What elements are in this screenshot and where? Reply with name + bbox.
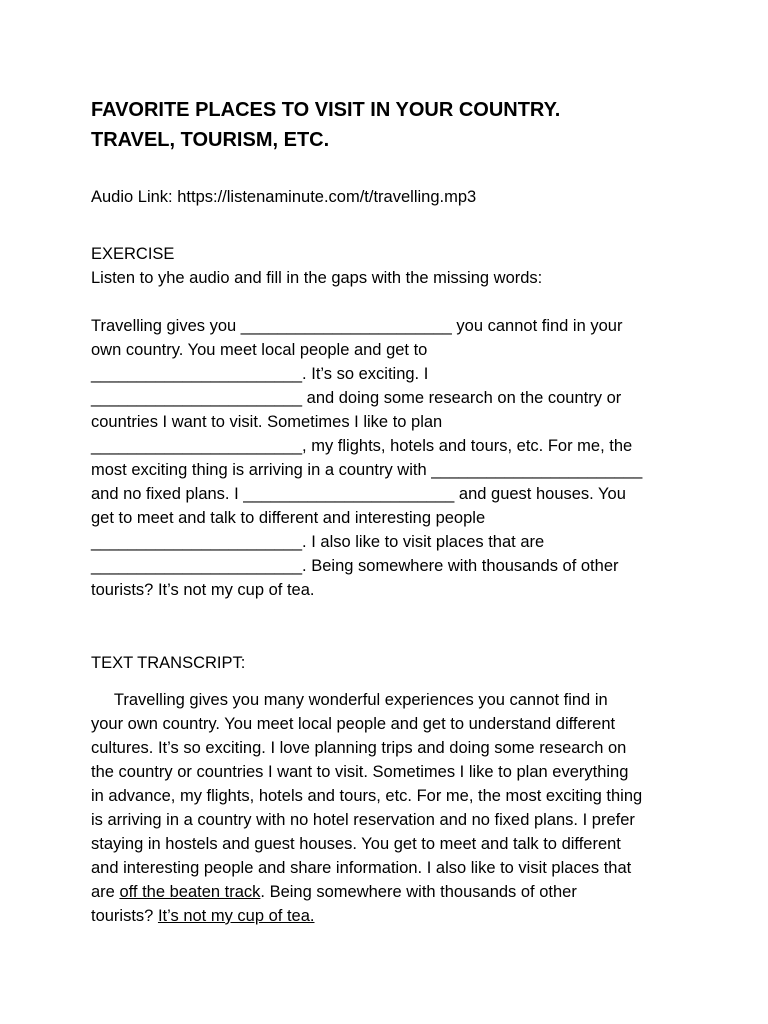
exercise-line: _______________________, my flights, hotels and tours, etc. For me, the bbox=[91, 437, 633, 455]
transcript-line: cultures. It’s so exciting. I love planning trips and doing some research on bbox=[91, 739, 627, 757]
transcript-line: in advance, my flights, hotels and tours, etc. For me, the most exciting thing bbox=[91, 787, 643, 805]
transcript-text-segment: . Being somewhere with thousands of other bbox=[260, 883, 577, 901]
exercise-line: most exciting thing is arriving in a country with _______________________ bbox=[91, 461, 643, 479]
transcript-line: staying in hostels and guest houses. You get to meet and talk to different bbox=[91, 835, 621, 853]
title-line-2: TRAVEL, TOURISM, ETC. bbox=[91, 129, 330, 151]
transcript-line: and interesting people and share information. I also like to visit places that bbox=[91, 859, 632, 877]
exercise-line: and no fixed plans. I _______________________ and guest houses. You bbox=[91, 485, 626, 503]
exercise-line: _______________________ and doing some research on the country or bbox=[91, 389, 622, 407]
transcript-line: is arriving in a country with no hotel reservation and no fixed plans. I prefer bbox=[91, 811, 635, 829]
underlined-phrase: It’s not my cup of tea. bbox=[157, 907, 315, 925]
exercise-line: own country. You meet local people and get to bbox=[91, 341, 428, 359]
exercise-line: get to meet and talk to different and interesting people bbox=[91, 509, 486, 527]
transcript-text-segment: tourists? bbox=[91, 907, 158, 925]
transcript-text-segment: are bbox=[91, 883, 120, 901]
exercise-line: _______________________. Being somewhere with thousands of other bbox=[91, 557, 619, 575]
transcript-text bbox=[91, 688, 691, 928]
exercise-instructions: Listen to yhe audio and fill in the gaps with the missing words: bbox=[91, 269, 543, 287]
transcript-line: the country or countries I want to visit. Sometimes I like to plan everything bbox=[91, 763, 629, 781]
underlined-phrase: off the beaten track bbox=[119, 883, 261, 901]
exercise-line: Travelling gives you _______________________ you cannot find in your bbox=[91, 317, 623, 335]
transcript-line: your own country. You meet local people and get to understand different bbox=[91, 715, 616, 733]
title-line-1: FAVORITE PLACES TO VISIT IN YOUR COUNTRY. bbox=[91, 99, 561, 121]
page-title bbox=[91, 95, 711, 155]
transcript-line: Travelling gives you many wonderful experiences you cannot find in bbox=[91, 691, 608, 709]
exercise-line: tourists? It’s not my cup of tea. bbox=[91, 581, 315, 599]
audio-link-text: Audio Link: https://listenaminute.com/t/travelling.mp3 bbox=[91, 188, 477, 206]
exercise-line: _______________________. I also like to visit places that are bbox=[91, 533, 545, 551]
exercise-line: _______________________. It’s so exciting. I bbox=[91, 365, 429, 383]
exercise-heading: EXERCISE bbox=[91, 245, 175, 263]
exercise-text bbox=[91, 314, 691, 602]
transcript-heading: TEXT TRANSCRIPT: bbox=[91, 654, 246, 672]
transcript-line bbox=[91, 880, 691, 904]
transcript-line bbox=[91, 904, 691, 928]
exercise-line: countries I want to visit. Sometimes I like to plan bbox=[91, 413, 443, 431]
